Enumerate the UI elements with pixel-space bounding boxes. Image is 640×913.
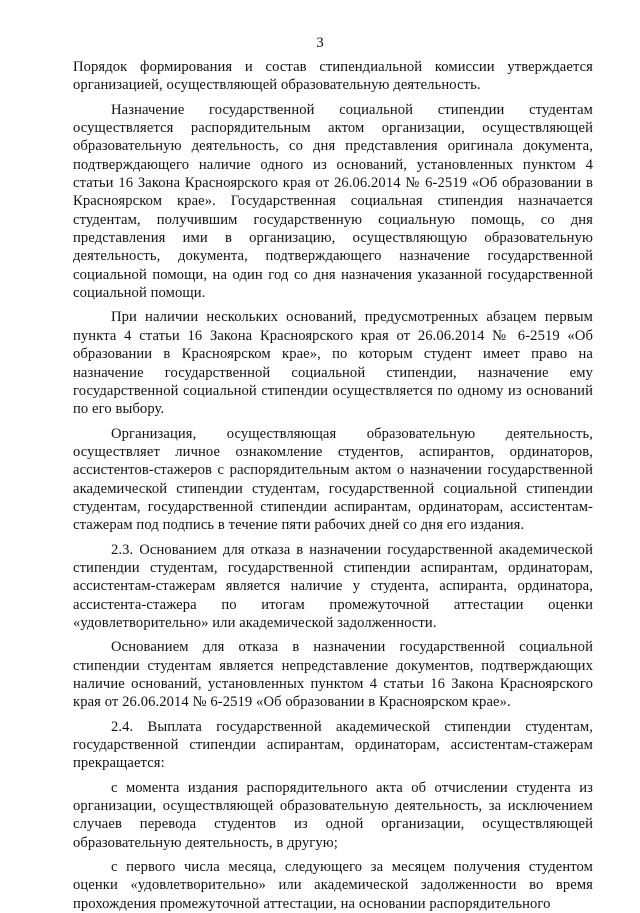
paragraph-2-3-refusal-academic: 2.3. Основанием для отказа в назначении государственной академической стипендии студентам, государственной стипендии аспирантам, ординаторам, ассистентам-стажерам является наличие у студента, аспиранта, ординатора, ассистента-стажера по итогам промежуточной аттестации оценки «удовлетворительно» или академической задолженности. (73, 541, 593, 631)
paragraph-social-stipend-assignment: Назначение государственной социальной стипендии студентам осуществляется распорядительным актом организации, осуществляющей образовательную деятельность, со дня представления оригинала документа, подтверждающего наличие одного из оснований, установленных пунктом 4 статьи 16 Закона Красноярского края от 26.06.2014 № 6-2519 «Об образовании в Красноярском крае». Государственная социальная стипендия назначается студентам, получившим государственную социальную помощь, со дня представления ими в организацию, осуществляющую образовательную деятельность, документа, подтверждающего назначение государственной социальной помощи, на один год со дня назначения указанной государственной социальной помощи. (73, 101, 593, 302)
paragraph-termination-expulsion: с момента издания распорядительного акта об отчислении студента из организации, осуществляющей образовательную деятельность, за исключением случаев перевода студентов из одной организации, осуществляющей образовательную деятельность, в другую; (73, 779, 593, 851)
paragraph-refusal-social: Основанием для отказа в назначении государственной социальной стипендии студентам является непредставление документов, подтверждающих наличие оснований, установленных пунктом 4 статьи 16 Закона Красноярского края от 26.06.2014 № 6-2519 «Об образовании в Красноярском крае». (73, 639, 593, 711)
paragraph-personal-acquaintance: Организация, осуществляющая образовательную деятельность, осуществляет личное ознакомление студентов, аспирантов, ординаторов, ассистентов-стажеров с распорядительным актом о назначении государственной академической стипендии студентам, государственной социальной стипендии студентам, государственной стипендии аспирантам, ординаторам, ассистентам-стажерам под подпись в течение пяти рабочих дней со дня его издания. (73, 425, 593, 534)
paragraph-multiple-grounds: При наличии нескольких оснований, предусмотренных абзацем первым пункта 4 статьи 16 Закона Красноярского края от 26.06.2014 № 6-2519 «Об образовании в Красноярском крае», по которым студент имеет право на назначение государственной социальной стипендии, назначение ему государственной социальной стипендии осуществляется по одному из оснований по его выбору. (73, 309, 593, 418)
paragraph-commission-composition: Порядок формирования и состав стипендиальной комиссии утверждается организацией, осуществляющей образовательную деятельность. (73, 59, 593, 94)
paragraph-termination-satisfactory-grade: с первого числа месяца, следующего за месяцем получения студентом оценки «удовлетворительно» или академической задолженности во время прохождения промежуточной аттестации, на основании распорядительного (73, 859, 593, 912)
paragraph-2-4-payment-termination: 2.4. Выплата государственной академической стипендии студентам, государственной стипендии аспирантам, ординаторам, ассистентам-стажерам прекращается: (73, 718, 593, 772)
page-number: 3 (316, 35, 324, 51)
document-body (73, 58, 593, 913)
